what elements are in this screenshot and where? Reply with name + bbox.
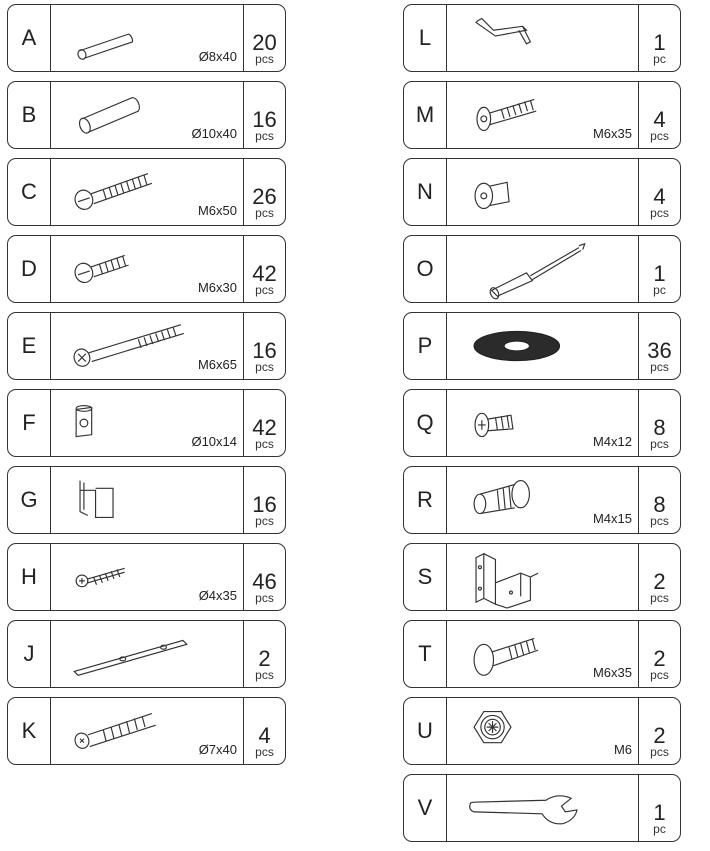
part-row-r [403,466,681,534]
part-spec: M4x12 [592,434,632,449]
bracket-icon [448,544,638,610]
part-row-j [7,620,286,688]
part-unit: pcs [650,745,669,759]
part-unit: pcs [650,129,669,143]
part-row-s [403,543,681,611]
part-letter: Q [404,390,447,456]
part-letter: B [8,82,51,148]
part-quantity: 42 [252,415,277,440]
part-quantity: 16 [252,107,277,132]
part-row-d [7,235,286,303]
part-quantity: 1 [653,261,666,286]
part-row-c [7,158,286,226]
part-letter: U [404,698,447,764]
part-letter: N [404,159,447,225]
part-quantity: 8 [653,492,666,517]
part-quantity: 16 [252,338,277,363]
part-spec: Ø10x40 [191,126,237,141]
part-row-l [403,4,681,72]
part-letter: P [404,313,447,379]
part-unit: pcs [650,206,669,220]
part-quantity: 1 [653,30,666,55]
part-letter: E [8,313,51,379]
clip-icon [52,467,242,533]
part-spec: M6x35 [592,665,632,680]
part-row-e [7,312,286,380]
part-letter: R [404,467,447,533]
part-row-k [7,697,286,765]
part-quantity: 26 [252,184,277,209]
part-unit: pcs [650,514,669,528]
part-unit: pcs [255,129,274,143]
part-spec: Ø7x40 [198,742,237,757]
allen-key-icon [448,5,638,71]
part-unit: pcs [255,52,274,66]
connector-nut-icon [448,159,638,225]
part-letter: T [404,621,447,687]
part-unit: pc [653,283,666,297]
part-row-q [403,389,681,457]
part-letter: J [8,621,51,687]
part-letter: S [404,544,447,610]
part-unit: pcs [255,668,274,682]
part-unit: pcs [255,437,274,451]
part-unit: pcs [650,437,669,451]
part-letter: A [8,5,51,71]
part-spec: M6x65 [197,357,237,372]
part-quantity: 8 [653,415,666,440]
part-quantity: 1 [653,800,666,825]
part-letter: M [404,82,447,148]
part-spec: Ø8x40 [198,49,237,64]
lock-nut-icon [448,698,638,764]
washer-icon [448,313,638,379]
part-unit: pcs [255,745,274,759]
part-row-u [403,697,681,765]
part-spec: M6x35 [592,126,632,141]
part-unit: pcs [650,591,669,605]
part-unit: pcs [255,591,274,605]
part-row-f [7,389,286,457]
part-unit: pcs [255,360,274,374]
part-quantity: 46 [252,569,277,594]
part-quantity: 16 [252,492,277,517]
part-quantity: 2 [653,569,666,594]
part-spec: Ø10x14 [191,434,237,449]
screwdriver-icon [448,236,638,302]
part-letter: V [404,775,447,841]
part-unit: pcs [255,206,274,220]
part-quantity: 2 [258,646,271,671]
part-row-b [7,81,286,149]
part-quantity: 4 [653,184,666,209]
part-letter: D [8,236,51,302]
part-unit: pc [653,52,666,66]
part-row-v [403,774,681,842]
part-letter: K [8,698,51,764]
part-row-m [403,81,681,149]
metal-strip-icon [52,621,242,687]
part-row-o [403,235,681,303]
part-spec: Ø4x35 [198,588,237,603]
part-row-g [7,466,286,534]
part-quantity: 2 [653,646,666,671]
part-quantity: 4 [258,723,271,748]
part-row-a [7,4,286,72]
wrench-icon [448,775,638,841]
part-letter: G [8,467,51,533]
part-unit: pc [653,822,666,836]
hardware-list-right [403,4,681,851]
part-letter: F [8,390,51,456]
part-quantity: 36 [647,338,672,363]
part-row-h [7,543,286,611]
part-quantity: 2 [653,723,666,748]
part-spec: M6 [613,742,632,757]
hardware-list-left [7,4,286,774]
part-unit: pcs [255,514,274,528]
part-spec: M4x15 [592,511,632,526]
part-unit: pcs [255,283,274,297]
part-letter: C [8,159,51,225]
part-unit: pcs [650,360,669,374]
part-quantity: 20 [252,30,277,55]
part-spec: M6x50 [197,203,237,218]
part-unit: pcs [650,668,669,682]
part-row-t [403,620,681,688]
part-quantity: 4 [653,107,666,132]
part-row-n [403,158,681,226]
part-letter: H [8,544,51,610]
part-row-p [403,312,681,380]
part-letter: L [404,5,447,71]
part-spec: M6x30 [197,280,237,295]
part-quantity: 42 [252,261,277,286]
part-letter: O [404,236,447,302]
